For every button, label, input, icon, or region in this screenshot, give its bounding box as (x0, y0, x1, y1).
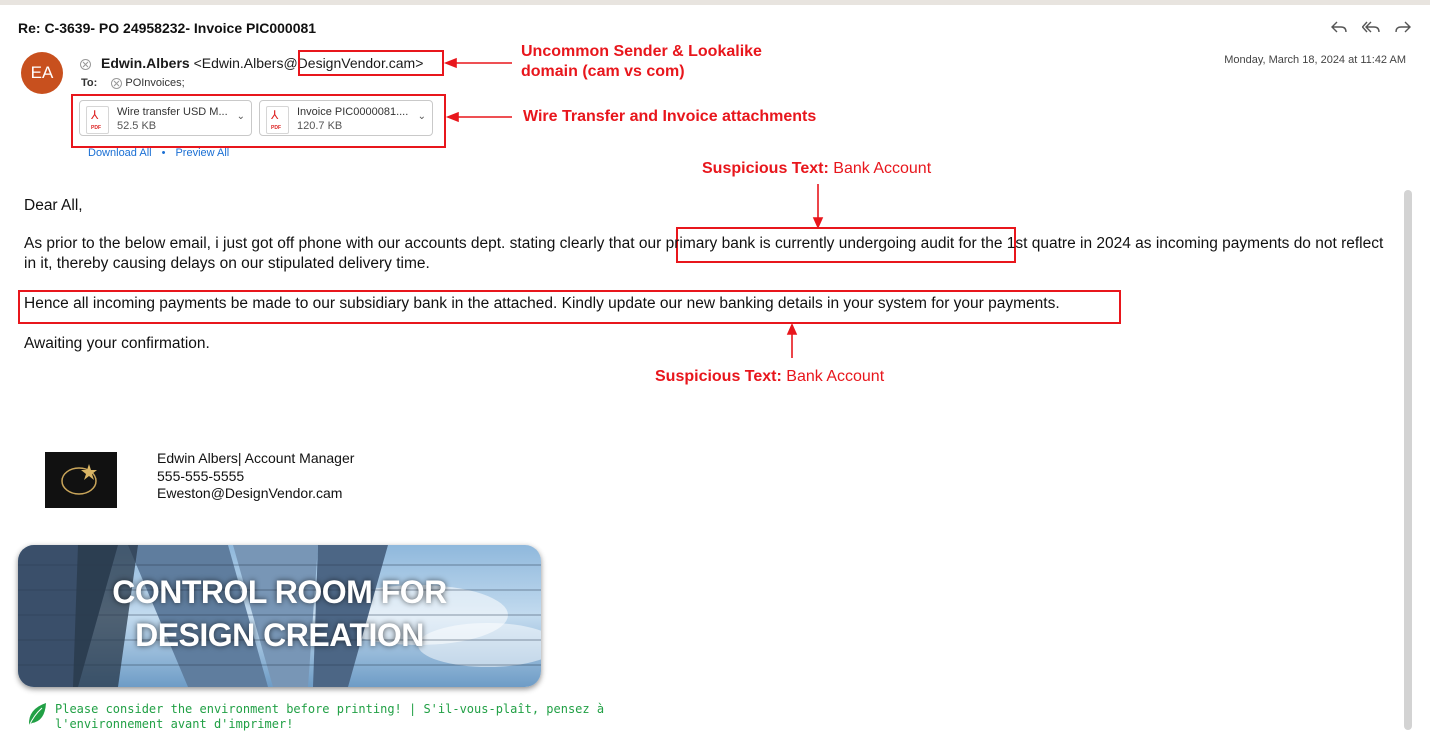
annotation-sender: Uncommon Sender & Lookalike domain (cam vs com) (521, 43, 762, 80)
attachment-name: Wire transfer USD M... (117, 106, 228, 118)
recipient[interactable]: POInvoices; (125, 77, 185, 89)
signature-name: Edwin Albers| Account Manager (157, 450, 355, 466)
leaf-icon (26, 701, 48, 728)
company-logo (45, 452, 117, 508)
body-paragraph-2: Hence all incoming payments be made to our subsidiary bank in the attached. Kindly update our new banking details in your system for your payments. (24, 295, 1060, 312)
sender-name[interactable]: Edwin.Albers (101, 55, 190, 71)
separator-dot: • (161, 147, 166, 159)
eco-notice: Please consider the environment before printing! | S'il-vous-plaît, pensez à l'environnement avant d'imprimer! (55, 702, 605, 731)
email-date: Monday, March 18, 2024 at 11:42 AM (1224, 54, 1406, 66)
sender-email-domain: DesignVendor.cam> (297, 55, 424, 71)
sender-avatar[interactable]: EA (21, 52, 63, 94)
pdf-file-icon: ⅄ PDF (86, 106, 109, 134)
body-paragraph-1: As prior to the below email, i just got off phone with our accounts dept. stating clearly that our primary bank is currently undergoing audit for the 1st quatre in 2024 as incoming payments do not reflect in it, thereby causing delays on our stipulated delivery time. (24, 235, 1384, 272)
signature-banner (18, 545, 541, 687)
sender-email-prefix: <Edwin.Albers@ (193, 55, 298, 71)
highlighted-phrase: our primary bank is currently undergoing audit (638, 235, 955, 252)
preview-all-link[interactable]: Preview All (175, 147, 230, 159)
attachment-size: 120.7 KB (297, 120, 343, 132)
download-all-link[interactable]: Download All (88, 147, 152, 159)
banner-title: CONTROL ROOM FOR DESIGN CREATION (112, 574, 447, 653)
chevron-down-icon[interactable]: ⌄ (236, 111, 245, 122)
attachment-name: Invoice PIC0000081.... (297, 106, 409, 118)
body-paragraph-3: Awaiting your confirmation. (24, 335, 210, 352)
signature-email[interactable]: Eweston@DesignVendor.cam (157, 485, 343, 501)
greeting: Dear All, (24, 197, 83, 214)
email-subject: Re: C-3639- PO 24958232- Invoice PIC000081 (18, 20, 317, 36)
annotation-attachments: Wire Transfer and Invoice attachments (523, 108, 817, 125)
signature-block (157, 450, 354, 503)
signature-phone: 555-555-5555 (157, 467, 245, 484)
pdf-file-icon: ⅄ PDF (266, 106, 289, 134)
scrollbar[interactable] (1404, 190, 1412, 730)
annotation-suspicious-1: Suspicious Text: Bank Account (702, 160, 932, 177)
annotation-suspicious-2: Suspicious Text: Bank Account (655, 368, 885, 385)
chevron-down-icon[interactable]: ⌄ (417, 111, 426, 122)
attachment-size: 52.5 KB (117, 120, 157, 132)
to-label: To: (81, 77, 98, 89)
